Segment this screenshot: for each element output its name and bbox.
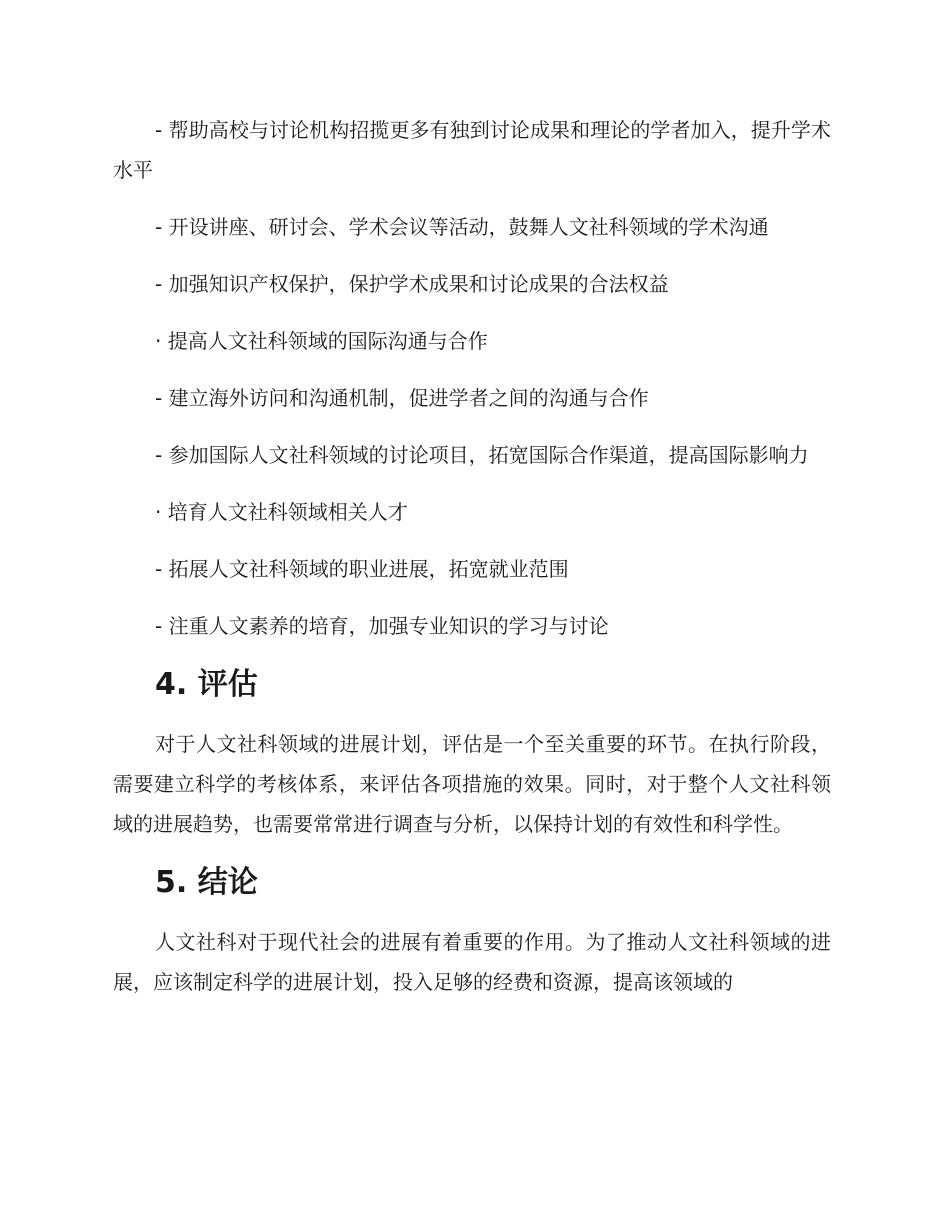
list-item: - 加强知识产权保护，保护学术成果和讨论成果的合法权益 bbox=[155, 272, 669, 296]
document-content bbox=[113, 110, 831, 1002]
section-body-conclusion: 人文社科对于现代社会的进展有着重要的作用。为了推动人文社科领域的进展，应该制定科学的进展计划，投入足够的经费和资源，提高该领域的 bbox=[113, 930, 831, 994]
section-heading-evaluation: 4. 评估 bbox=[155, 667, 258, 702]
list-item: - 建立海外访问和沟通机制，促进学者之间的沟通与合作 bbox=[155, 386, 649, 410]
list-item: - 开设讲座、研讨会、学术会议等活动，鼓舞人文社科领域的学术沟通 bbox=[155, 215, 769, 239]
list-item: - 参加国际人文社科领域的讨论项目，拓宽国际合作渠道，提高国际影响力 bbox=[155, 443, 809, 467]
bullet-item: · 提高人文社科领域的国际沟通与合作 bbox=[155, 329, 488, 353]
section-body-evaluation: 对于人文社科领域的进展计划，评估是一个至关重要的环节。在执行阶段，需要建立科学的考核体系，来评估各项措施的效果。同时，对于整个人文社科领域的进展趋势，也需要常常进行调查与分析，以保持计划的有效性和科学性。 bbox=[113, 732, 831, 836]
list-item: - 拓展人文社科领域的职业进展，拓宽就业范围 bbox=[155, 557, 569, 581]
bullet-item: · 培育人文社科领域相关人才 bbox=[155, 500, 408, 524]
section-heading-conclusion: 5. 结论 bbox=[155, 865, 258, 900]
list-item: - 注重人文素养的培育，加强专业知识的学习与讨论 bbox=[155, 614, 609, 638]
list-item: - 帮助高校与讨论机构招揽更多有独到讨论成果和理论的学者加入，提升学术水平 bbox=[113, 118, 831, 182]
